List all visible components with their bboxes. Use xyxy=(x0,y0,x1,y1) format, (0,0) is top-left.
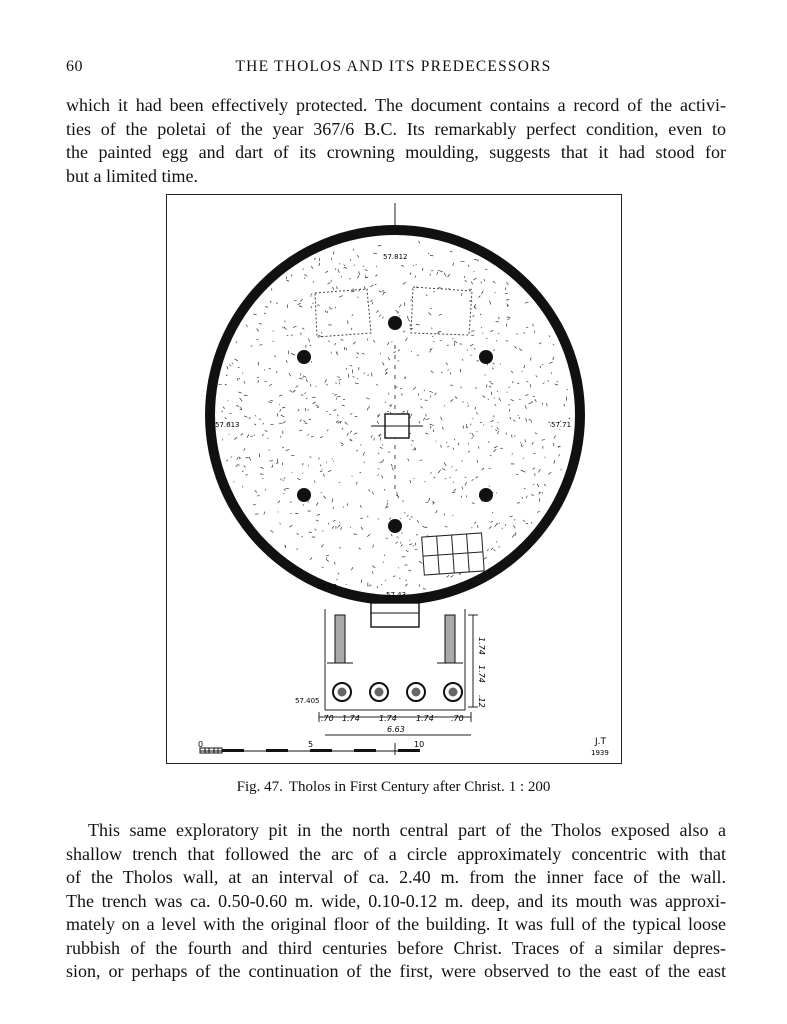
paragraph-top xyxy=(66,94,726,188)
dim-seg-a: .70 xyxy=(321,714,334,723)
dim-seg-c: 1.74 xyxy=(379,714,397,723)
column-ne xyxy=(479,350,493,364)
text-line: but a limited time. xyxy=(66,165,198,186)
elevation-top: 57.812 xyxy=(383,253,408,261)
text-line: which it had been effectively protected. The document contains a record of the activi- xyxy=(66,95,726,115)
elevation-right: 57.71 xyxy=(551,421,572,429)
text-line: ties of the poletai of the year 367/6 B.C. Its remarkably perfect condition, even to xyxy=(66,118,726,139)
dim-seg-e: .70 xyxy=(451,714,464,723)
dim-vert-a: 1.74 xyxy=(477,637,486,655)
elevation-lower-left: 57.32 xyxy=(317,583,338,591)
draftsman-signature: J.T xyxy=(595,737,607,747)
text-line: the painted egg and dart of its crowning moulding, suggests that it had stood for xyxy=(66,142,726,162)
column-s xyxy=(388,519,402,533)
dim-seg-d: 1.74 xyxy=(416,714,434,723)
caption-text: Tholos in First Century after Christ. xyxy=(288,779,505,795)
text-line: rubbish of the fourth and third centuries before Christ. Traces of a similar depres- xyxy=(66,937,726,958)
caption-number: Fig. 47. xyxy=(236,779,283,795)
text-line: sion, or perhaps of the continuation of the first, were observed to the east of the east xyxy=(66,961,726,981)
page-number: 60 xyxy=(66,58,83,75)
elevation-left: 57.613 xyxy=(215,421,240,429)
tholos-plan-drawing xyxy=(167,195,623,765)
dim-vert-b: 1.74 xyxy=(477,665,486,683)
elevation-lower-center: 57.43 xyxy=(386,591,407,599)
text-line: This same exploratory pit in the north central part of the Tholos exposed also a xyxy=(88,820,726,840)
text-line: shallow trench that followed the arc of a circle approximately concentric with that xyxy=(66,843,726,864)
column-sw xyxy=(297,488,311,502)
scale-label-0: 0 xyxy=(198,740,204,749)
figure-caption xyxy=(0,779,787,796)
paving-grid xyxy=(422,533,485,575)
elevation-porch: 57.405 xyxy=(295,697,320,705)
dim-total: 6.63 xyxy=(387,725,405,734)
drawing-year: 1939 xyxy=(591,749,609,757)
text-line: mately on a level with the original floor of the building. It was full of the typical loose xyxy=(66,914,726,934)
dim-seg-b: 1.74 xyxy=(342,714,360,723)
tholos-plan-figure xyxy=(166,194,622,764)
column-se xyxy=(479,488,493,502)
column-n xyxy=(388,316,402,330)
running-title: THE THOLOS AND ITS PREDECESSORS xyxy=(235,58,552,75)
text-line: The trench was ca. 0.50-0.60 m. wide, 0.10-0.12 m. deep, and its mouth was approxi- xyxy=(66,890,726,911)
dim-vert-c: .12 xyxy=(477,695,486,708)
paragraph-bottom xyxy=(66,819,726,984)
column-nw xyxy=(297,350,311,364)
doorway xyxy=(371,603,419,627)
caption-scale: 1 : 200 xyxy=(508,779,551,795)
scale-label-10: 10 xyxy=(414,740,425,749)
text-line: of the Tholos wall, at an interval of ca. 2.40 m. from the inner face of the wall. xyxy=(66,867,726,887)
scale-label-5: 5 xyxy=(308,740,314,749)
